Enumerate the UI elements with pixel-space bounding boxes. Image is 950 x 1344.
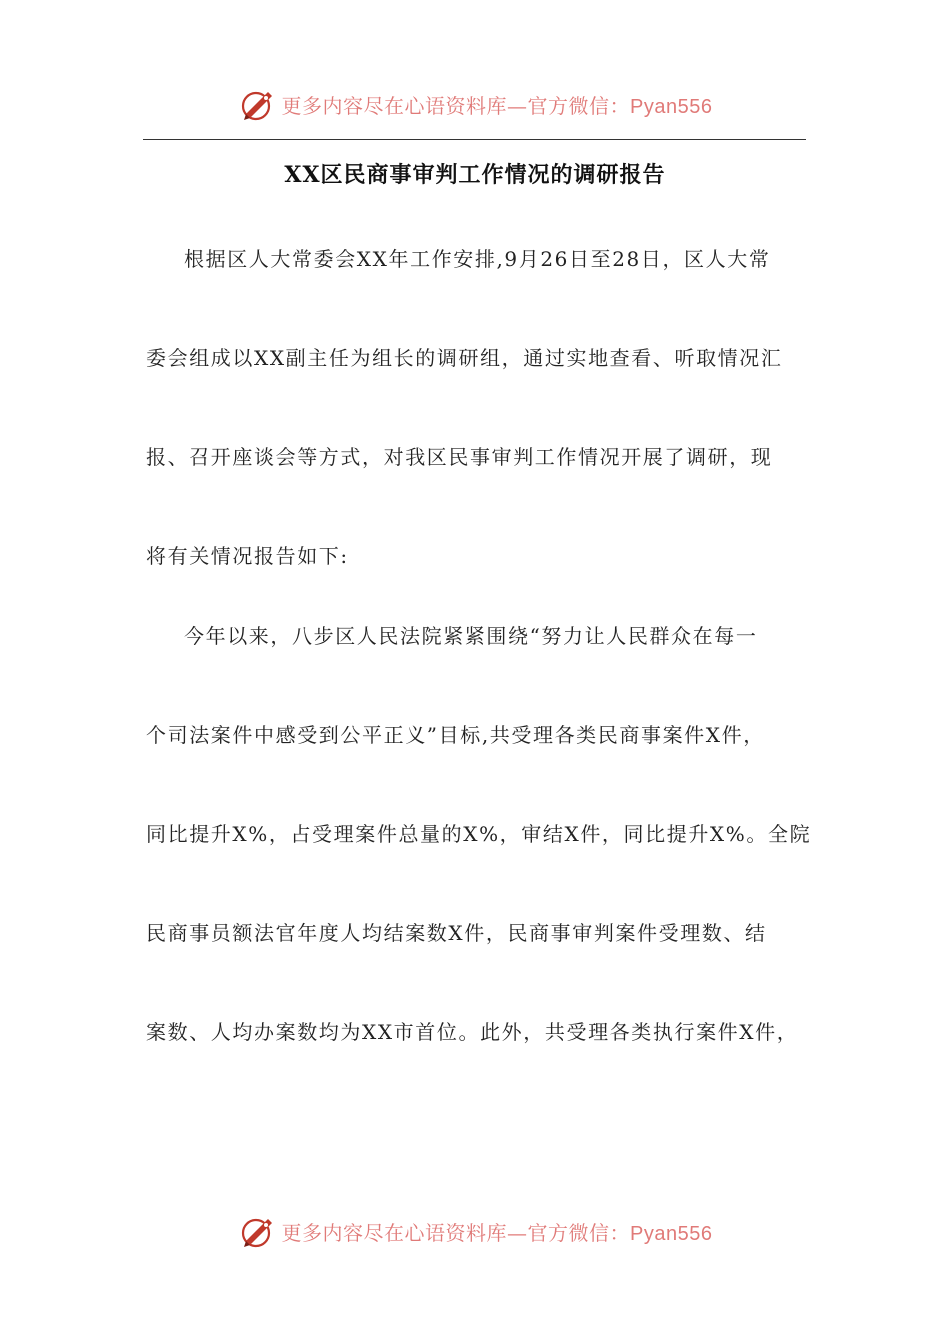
header-wechat-id: Pyan556 — [630, 95, 713, 118]
body-line-9: 案数、人均办案数均为XX市首位。此外，共受理各类执行案件X件， — [146, 1020, 799, 1044]
body-line-5: 今年以来，八步区人民法院紧紧围绕“努力让人民群众在每一 — [184, 624, 758, 648]
body-line-8: 民商事员额法官年度人均结案数X件，民商事审判案件受理数、结 — [146, 921, 767, 945]
header-divider — [143, 139, 806, 140]
header-banner-text: 更多内容尽在心语资料库—官方微信：Pyan556 — [281, 93, 713, 118]
body-line-2: 委会组成以XX副主任为组长的调研组，通过实地查看、听取情况汇 — [146, 346, 783, 370]
footer-wechat-id: Pyan556 — [630, 1222, 713, 1245]
body-line-3: 报、召开座谈会等方式，对我区民事审判工作情况开展了调研，现 — [146, 445, 773, 469]
pen-logo-icon — [238, 1211, 278, 1251]
document-title: XX区民商事审判工作情况的调研报告 — [284, 162, 666, 188]
body-line-4: 将有关情况报告如下: — [146, 544, 349, 568]
body-line-6: 个司法案件中感受到公平正义”目标,共受理各类民商事案件X件， — [146, 723, 765, 747]
header-banner — [0, 84, 950, 124]
footer-banner-text: 更多内容尽在心语资料库—官方微信：Pyan556 — [281, 1220, 713, 1245]
body-line-7: 同比提升X%，占受理案件总量的X%，审结X件，同比提升X%。全院 — [146, 822, 812, 846]
pen-logo-icon — [238, 84, 278, 124]
footer-banner — [0, 1211, 950, 1251]
body-line-1: 根据区人大常委会XX年工作安排,9月26日至28日，区人大常 — [184, 247, 771, 271]
